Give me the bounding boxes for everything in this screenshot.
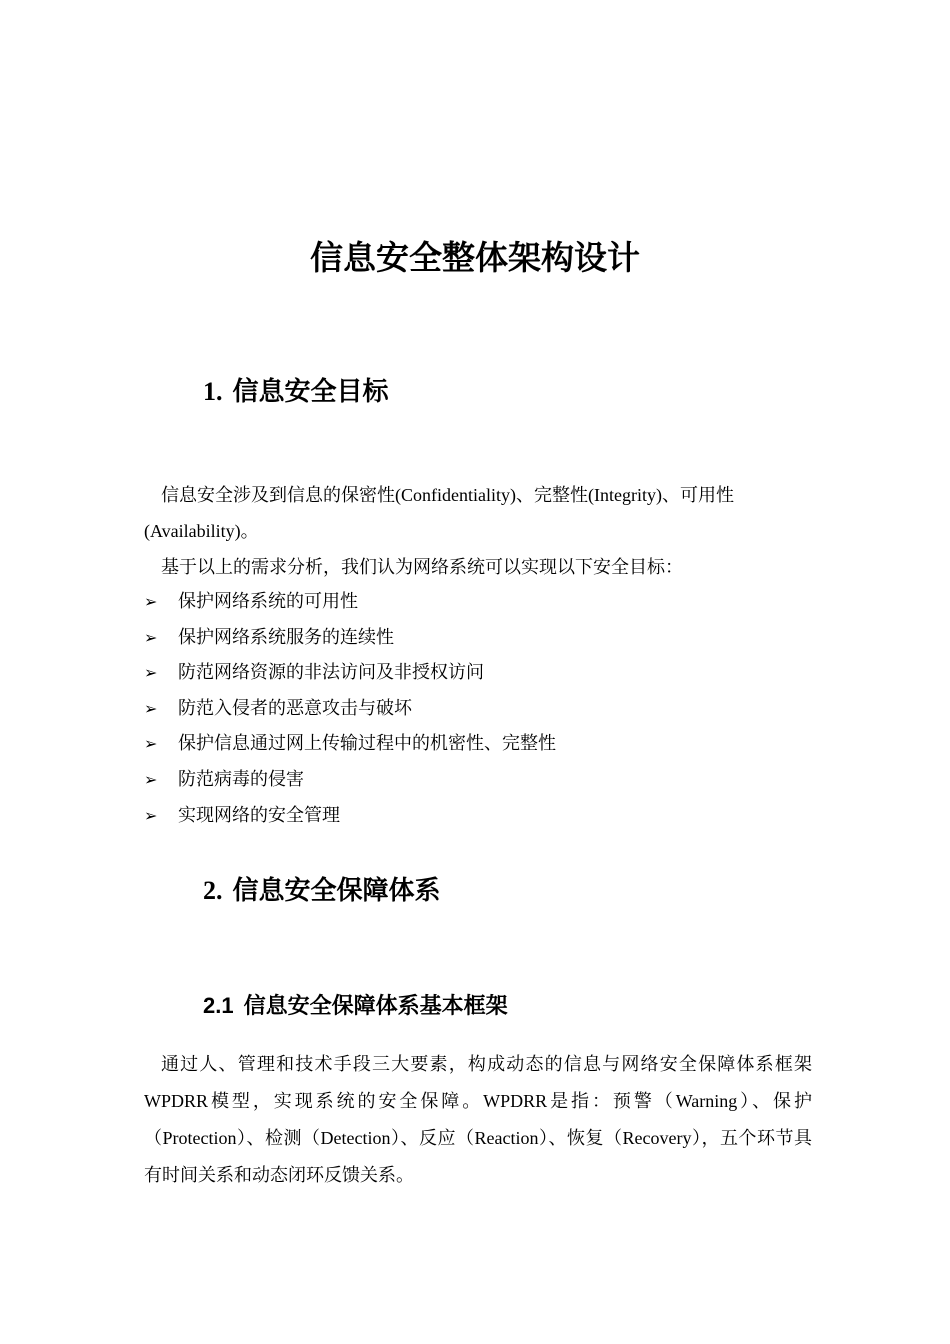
list-item — [144, 620, 556, 656]
section-1-number: 1. — [203, 377, 223, 406]
security-goals-list — [144, 584, 556, 833]
list-item-text: 保护网络系统服务的连续性 — [178, 626, 394, 647]
section-2-1-number: 2.1 — [203, 993, 234, 1018]
arrowhead-bullet-icon: ➢ — [144, 734, 158, 754]
document-title: 信息安全整体架构设计 — [310, 238, 640, 277]
arrowhead-bullet-icon: ➢ — [144, 663, 158, 683]
list-item-text: 防范病毒的侵害 — [178, 768, 304, 789]
list-item — [144, 726, 556, 762]
section-2-heading — [203, 873, 441, 909]
list-item — [144, 691, 556, 727]
arrowhead-bullet-icon: ➢ — [144, 592, 158, 611]
list-item — [144, 798, 556, 834]
wpdrr-paragraph: 通过人、管理和技术手段三大要素，构成动态的信息与网络安全保障体系框架WPDRR模型，实现系统的安全保障。WPDRR是指：预警（Warning）、保护（Protection）、检测（Detection）、反应（Reaction）、恢复（Recovery），五个环节具有时间关系和动态闭环反馈关系。 — [144, 1054, 812, 1185]
arrowhead-bullet-icon: ➢ — [144, 698, 158, 718]
list-item-text: 保护信息通过网上传输过程中的机密性、完整性 — [178, 733, 556, 754]
security-scope-paragraph: 信息安全涉及到信息的保密性(Confidentiality)、完整性(Integrity)、可用性(Availability)。 — [144, 485, 734, 541]
arrowhead-bullet-icon: ➢ — [144, 769, 158, 789]
section-2-number: 2. — [203, 876, 223, 905]
section-2-1-title: 信息安全保障体系基本框架 — [243, 994, 508, 1019]
list-item — [144, 655, 556, 691]
section-2-1-heading — [203, 991, 508, 1022]
list-item-text: 保护网络系统的可用性 — [178, 591, 358, 611]
list-item-text: 防范入侵者的恶意攻击与破坏 — [178, 697, 412, 718]
section-2-title: 信息安全保障体系 — [232, 876, 441, 906]
section-1-heading — [203, 374, 389, 410]
list-item — [144, 584, 556, 620]
list-item-text: 实现网络的安全管理 — [178, 804, 340, 825]
requirements-intro-paragraph: 基于以上的需求分析，我们认为网络系统可以实现以下安全目标： — [161, 557, 683, 577]
arrowhead-bullet-icon: ➢ — [144, 627, 158, 647]
list-item — [144, 762, 556, 798]
list-item-text: 防范网络资源的非法访问及非授权访问 — [178, 662, 484, 683]
arrowhead-bullet-icon: ➢ — [144, 805, 158, 825]
section-1-title: 信息安全目标 — [232, 377, 389, 407]
